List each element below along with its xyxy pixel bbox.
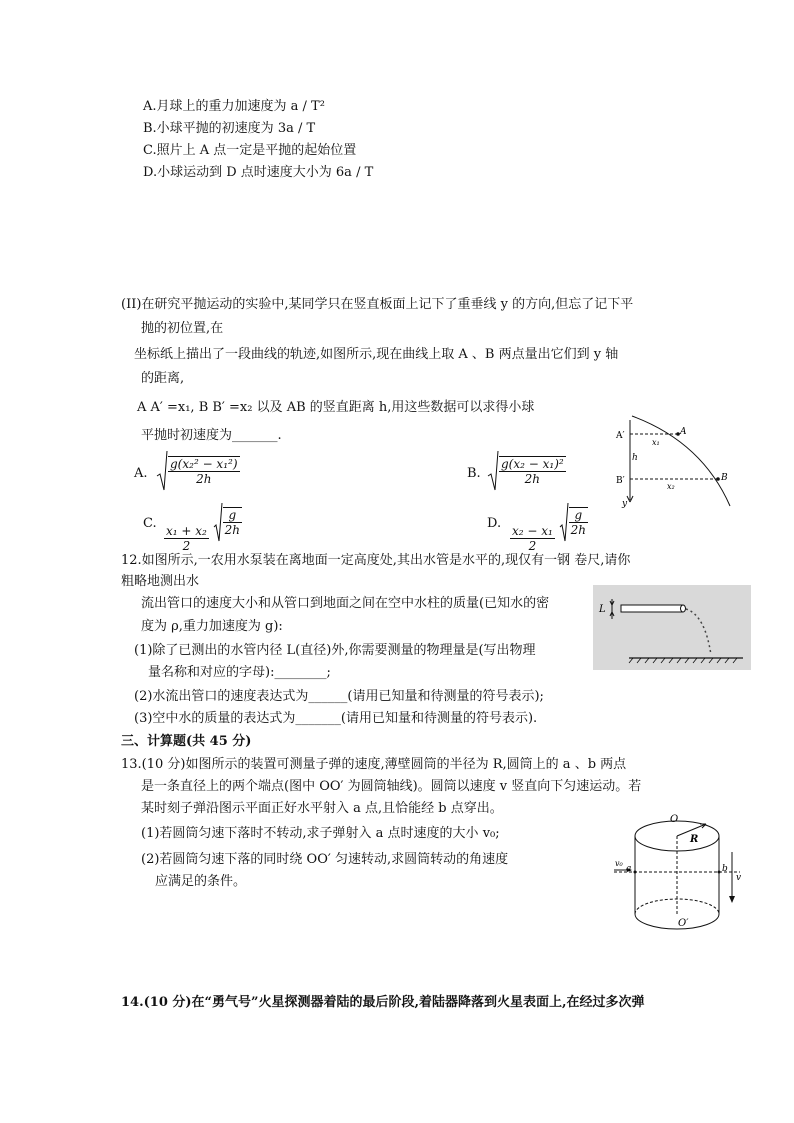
q11b-opt-b-num: g(x₂ − x₁)² [501,457,564,471]
q11b-line2: 抛的初位置,在 [141,321,224,336]
q12-line4: 度为 ρ,重力加速度为 g): [141,619,283,634]
option-b: B.小球平抛的初速度为 3a / T [143,121,316,136]
q12-sub1b: 量名称和对应的字母):________; [148,665,331,680]
q12-line2: 粗略地测出水 [121,574,200,589]
fig-label-o: O [670,814,679,825]
q11b-opt-c-num: x₁ + x₂ [166,524,207,538]
q11b-opt-d-label: D. [487,516,502,531]
q14-line1: 14.(10 分)在“勇气号”火星探测器着陆的最后阶段,着陆器降落到火星表面上,在经过多次弹 [121,995,645,1010]
q12-sub3: (3)空中水的质量的表达式为_______(请用已知量和待测量的符号表示). [134,711,538,726]
fig-label-b: B [721,473,728,483]
q11b-opt-d-sqrt-num: g [569,508,588,523]
q11b-line5: A A′ =x₁, B B′ =x₂ 以及 AB 的竖直距离 h,用这些数据可以求得小球 [137,400,535,415]
q13-sub2b: 应满足的条件。 [155,874,247,889]
q11b-opt-a-den: 2h [196,472,212,486]
fig-label-a-prime: A′ [616,431,625,441]
fig-label-l: L [599,604,606,615]
fig-label-r: R [690,834,699,845]
q11b-opt-b-formula [487,450,566,495]
fig-label-v: v [736,873,742,883]
q12-line3: 流出管口的速度大小和从管口到地面之间在空中水柱的质量(已知水的密 [141,596,550,611]
option-a: A.月球上的重力加速度为 a / T² [143,99,325,114]
pump-figure [593,585,751,670]
q12-sub1a: (1)除了已测出的水管内径 L(直径)外,你需要测量的物理量是(写出物理 [134,643,536,658]
q11b-opt-c-sqrt-num: g [223,508,242,523]
q12-sub2: (2)水流出管口的速度表达式为______(请用已知量和待测量的符号表示); [134,689,544,704]
q11b-opt-d-formula [510,502,588,553]
q11b-opt-a-num: g(x₂² − x₁²) [170,457,238,471]
fig-label-b-prime: B′ [616,476,625,486]
q11b-opt-c-formula [164,502,242,553]
fig-label-h: h [632,453,638,463]
fig-label-v0: v₀ [615,859,623,868]
q11b-opt-c-den: 2 [182,539,191,553]
fig-label-y: y [622,499,628,509]
q13-sub2a: (2)若圆筒匀速下落的同时绕 OO′ 匀速转动,求圆筒转动的角速度 [141,852,509,867]
q13-sub1: (1)若圆筒匀速下落时不转动,求子弹射入 a 点时速度的大小 v₀; [141,826,500,841]
fig-label-x1: x₁ [652,438,660,447]
q11b-opt-a-formula [156,450,240,495]
fig-label-a: a [626,864,632,874]
q11b-opt-b-label: B. [467,466,481,481]
fig-label-o-prime: O′ [678,918,689,929]
q11b-opt-a-label: A. [134,466,148,481]
q11b-line1: (II)在研究平抛运动的实验中,某同学只在竖直板面上记下了重垂线 y 的方向,但忘了记下平 [121,297,634,312]
fig-label-a: A [680,427,687,437]
q11b-opt-d-num: x₂ − x₁ [512,524,553,538]
q13-line2: 是一条直径上的两个端点(图中 OO′ 为圆筒轴线)。圆筒以速度 v 竖直向下匀速运动。若 [141,779,642,794]
cylinder-figure [612,810,752,936]
q13-line3: 某时刻子弹沿图示平面正好水平射入 a 点,且恰能经 b 点穿出。 [141,801,503,816]
q11b-opt-c-sqrt-den: 2h [224,523,241,537]
fig-label-x2: x₂ [667,482,675,491]
section-3-title: 三、计算题(共 45 分) [121,734,252,749]
trajectory-figure [612,412,752,512]
q13-line1: 13.(10 分)如图所示的装置可测量子弹的速度,薄壁圆筒的半径为 R,圆筒上的 a 、b 两点 [121,757,627,772]
q11b-line4: 的距离, [141,371,185,386]
q11b-opt-d-den: 2 [528,539,537,553]
q11b-opt-b-den: 2h [524,472,541,486]
option-c: C.照片上 A 点一定是平抛的起始位置 [143,143,357,158]
q11b-line6: 平抛时初速度为_______. [141,428,282,443]
option-d: D.小球运动到 D 点时速度大小为 6a / T [143,165,374,180]
q11b-opt-d-sqrt-den: 2h [570,523,587,537]
q11b-opt-c-label: C. [143,516,157,531]
q11b-line3: 坐标纸上描出了一段曲线的轨迹,如图所示,现在曲线上取 A 、B 两点量出它们到 y 轴 [134,347,619,362]
q12-line1: 12.如图所示,一农用水泵装在离地面一定高度处,其出水管是水平的,现仅有一钢 卷尺,请你 [121,553,631,568]
fig-label-b: b [722,864,728,874]
